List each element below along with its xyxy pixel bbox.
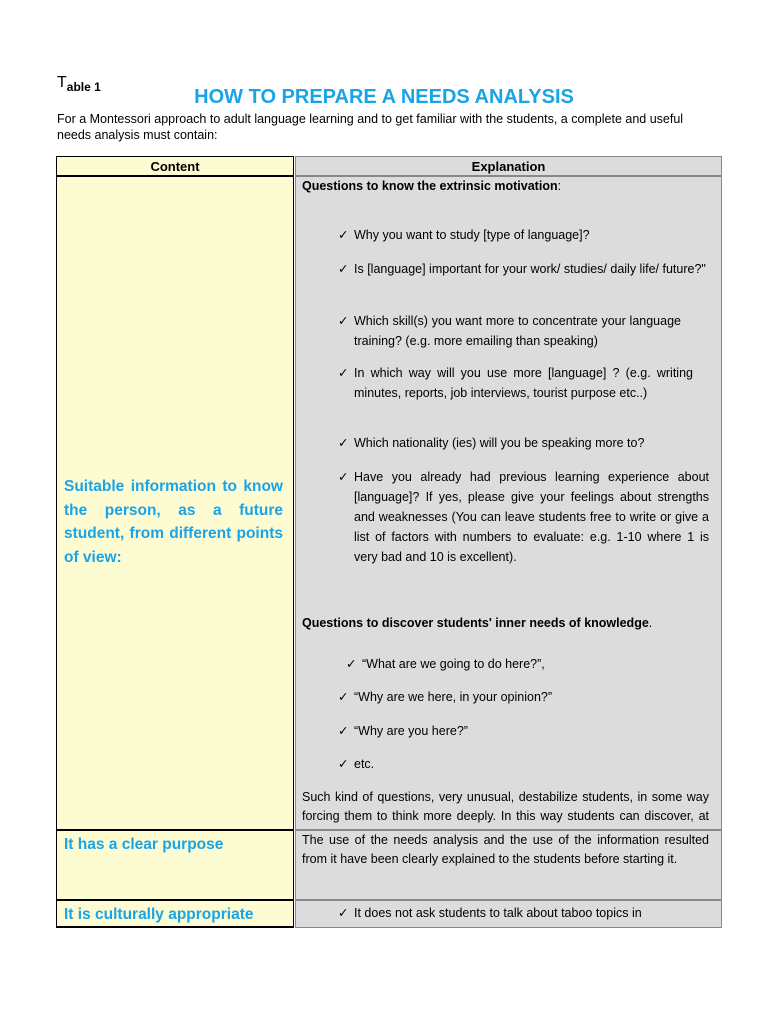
check-icon: ✓ bbox=[338, 262, 349, 276]
row-purpose-explanation-cell bbox=[295, 830, 722, 900]
check-icon: ✓ bbox=[338, 690, 349, 704]
list-item: ✓ “Why are we here, in your opinion?” bbox=[354, 687, 709, 707]
check-icon: ✓ bbox=[338, 724, 349, 738]
list-item: ✓ Why you want to study [type of language]? bbox=[354, 225, 709, 245]
row-person-content-label: Suitable information to know the person, as a future student, from different points of view: bbox=[64, 478, 283, 566]
closing-paragraph: Such kind of questions, very unusual, destabilize students, in some way forcing them to think more deeply. In this way students can discover, at bbox=[302, 790, 709, 823]
intro-paragraph: For a Montessori approach to adult language learning and to get familiar with the students, a complete and useful needs analysis must contain: bbox=[57, 112, 684, 142]
check-icon: ✓ bbox=[338, 470, 349, 484]
list-item: ✓ Is [language] important for your work/ studies/ daily life/ future?" bbox=[354, 259, 709, 279]
list-item: ✓ “Why are you here?” bbox=[354, 721, 709, 741]
purpose-explanation: The use of the needs analysis and the use of the information resulted from it have been clearly explained to the students before starting it. bbox=[302, 833, 709, 866]
needs-analysis-table bbox=[56, 156, 722, 928]
page-title: HOW TO PREPARE A NEEDS ANALYSIS bbox=[194, 86, 574, 108]
row-person-content-cell bbox=[56, 176, 294, 830]
table-label-initial: T bbox=[57, 74, 67, 91]
header-content: Content bbox=[56, 156, 294, 176]
row-culture-content-cell bbox=[56, 900, 294, 928]
check-icon: ✓ bbox=[338, 757, 349, 771]
check-icon: ✓ bbox=[338, 228, 349, 242]
row-person-explanation-cell bbox=[295, 176, 722, 830]
inner-needs-heading: Questions to discover students' inner needs of knowledge. bbox=[302, 616, 653, 630]
check-icon: ✓ bbox=[338, 906, 349, 920]
list-item: ✓ etc. bbox=[354, 754, 709, 774]
list-item: ✓ In which way will you use more [language] ? (e.g. writing minutes, reports, job interviews, tourist purpose etc..) bbox=[354, 363, 693, 403]
list-item: ✓ Which skill(s) you want more to concentrate your language training? (e.g. more emailing than speaking) bbox=[354, 311, 681, 351]
check-icon: ✓ bbox=[338, 366, 349, 380]
check-icon: ✓ bbox=[338, 436, 349, 450]
row-purpose-content-label: It has a clear purpose bbox=[64, 836, 224, 853]
row-culture-explanation-cell bbox=[295, 900, 722, 928]
list-item: ✓ Which nationality (ies) will you be speaking more to? bbox=[354, 433, 709, 453]
row-purpose-content-cell bbox=[56, 830, 294, 900]
check-icon: ✓ bbox=[338, 314, 349, 328]
header-explanation: Explanation bbox=[295, 156, 722, 176]
list-item: ✓ It does not ask students to talk about taboo topics in bbox=[354, 903, 709, 923]
table-label-rest: able 1 bbox=[66, 80, 101, 94]
list-item: ✓ “What are we going to do here?”, bbox=[362, 654, 709, 674]
extrinsic-motivation-heading: Questions to know the extrinsic motivation: bbox=[302, 179, 562, 193]
check-icon: ✓ bbox=[346, 657, 357, 671]
list-item: ✓ Have you already had previous learning experience about [language]? If yes, please give your feelings about strengths and weaknesses (You can leave students free to write or give a list of factors with numbers to evaluate: e.g. 1-10 where 1 is very bad and 10 is excellent). bbox=[354, 467, 709, 567]
row-culture-content-label: It is culturally appropriate bbox=[64, 906, 254, 923]
